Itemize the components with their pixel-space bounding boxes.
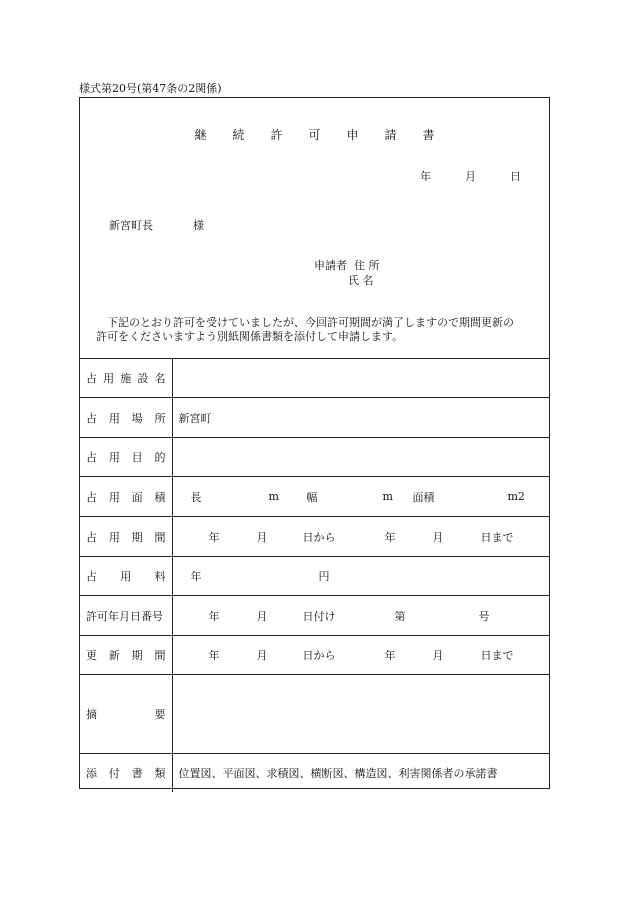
area-total-unit: m2 bbox=[507, 490, 525, 503]
period-start-year: 年 bbox=[208, 530, 220, 544]
title-char: 書 bbox=[422, 128, 435, 142]
form-number-label: 様式第20号(第47条の2関係) bbox=[79, 82, 222, 95]
title-char: 続 bbox=[232, 128, 245, 142]
row-label-area: 占 用 面 積 bbox=[80, 477, 172, 517]
row-value-remarks bbox=[172, 675, 549, 754]
renewal-start-year: 年 bbox=[208, 649, 220, 662]
renewal-start-month: 月 bbox=[256, 649, 268, 662]
table-row bbox=[80, 359, 549, 398]
row-value-purpose bbox=[172, 438, 549, 477]
row-value-fee bbox=[172, 557, 549, 596]
area-width-label: 幅 bbox=[306, 490, 318, 504]
table-row bbox=[80, 438, 549, 477]
title-char: 請 bbox=[384, 128, 397, 142]
row-value-area bbox=[172, 477, 549, 517]
application-form-frame bbox=[79, 97, 550, 789]
date-day: 日 bbox=[510, 170, 521, 183]
table-row bbox=[80, 477, 549, 517]
renewal-start-day: 日から bbox=[302, 649, 336, 662]
table-row bbox=[80, 517, 549, 557]
area-total-label: 面積 bbox=[412, 490, 435, 504]
period-start-day: 日から bbox=[302, 530, 336, 544]
row-label-permit-number: 許可年月日番号 bbox=[80, 596, 172, 636]
table-row bbox=[80, 557, 549, 596]
row-value-permit-number bbox=[172, 596, 549, 636]
statement-line: 下記のとおり許可を受けていましたが、今回許可期間が満了しますので期間更新の bbox=[96, 316, 514, 329]
row-label-location: 占 用 場 所 bbox=[80, 398, 172, 438]
title-char: 可 bbox=[308, 128, 321, 142]
period-end-day: 日まで bbox=[480, 530, 514, 544]
table-row bbox=[80, 596, 549, 636]
table-row bbox=[80, 675, 549, 754]
addressee-name: 新宮町長 bbox=[109, 219, 153, 232]
row-label-remarks: 摘 要 bbox=[80, 675, 172, 754]
permit-number-suffix: 号 bbox=[478, 609, 490, 623]
row-value-location: 新宮町 bbox=[172, 398, 549, 438]
table-row bbox=[80, 636, 549, 675]
row-label-attachments: 添 付 書 類 bbox=[80, 754, 172, 792]
row-label-renewal-period: 更 新 期 間 bbox=[80, 636, 172, 675]
fee-year: 年 bbox=[190, 570, 202, 583]
application-details-table bbox=[80, 358, 549, 792]
period-end-month: 月 bbox=[432, 530, 444, 544]
applicant-name-label: 氏 名 bbox=[348, 274, 374, 287]
applicant-address-label: 住 所 bbox=[354, 259, 380, 272]
date-month: 月 bbox=[465, 170, 476, 183]
renewal-end-month: 月 bbox=[432, 649, 444, 662]
row-value-period bbox=[172, 517, 549, 557]
area-length-unit: m bbox=[268, 490, 279, 503]
area-width-unit: m bbox=[382, 490, 393, 503]
row-value-attachments: 位置図、平面図、求積図、横断図、構造図、利害関係者の承諾書 bbox=[172, 754, 549, 792]
row-label-fee: 占 用 料 bbox=[80, 557, 172, 596]
title-char: 継 bbox=[194, 128, 207, 142]
title-char: 申 bbox=[346, 128, 359, 142]
permit-month: 月 bbox=[256, 609, 268, 623]
title-char: 許 bbox=[270, 128, 283, 142]
addressee bbox=[109, 217, 204, 233]
form-header-section bbox=[80, 98, 549, 359]
area-length-label: 長 bbox=[190, 490, 202, 504]
row-label-facility-name: 占 用 施 設 名 bbox=[80, 359, 172, 398]
date-year: 年 bbox=[420, 170, 431, 183]
form-title bbox=[80, 126, 549, 143]
renewal-end-day: 日まで bbox=[480, 649, 514, 662]
permit-dated: 日付け bbox=[302, 609, 336, 623]
period-end-year: 年 bbox=[384, 530, 396, 544]
request-statement bbox=[96, 316, 541, 344]
fee-yen: 円 bbox=[318, 570, 330, 583]
period-start-month: 月 bbox=[256, 530, 268, 544]
permit-number-prefix: 第 bbox=[394, 609, 406, 623]
applicant-block bbox=[314, 258, 380, 288]
row-label-purpose: 占 用 目 的 bbox=[80, 438, 172, 477]
renewal-end-year: 年 bbox=[384, 649, 396, 662]
row-value-facility-name bbox=[172, 359, 549, 398]
addressee-honorific: 様 bbox=[193, 219, 204, 232]
table-row bbox=[80, 754, 549, 792]
applicant-label: 申請者 bbox=[314, 259, 347, 272]
permit-year: 年 bbox=[208, 609, 220, 623]
statement-line: 許可をくださいますよう別紙関係書類を添付して申請します。 bbox=[96, 330, 404, 343]
row-label-period: 占 用 期 間 bbox=[80, 517, 172, 557]
row-value-renewal-period bbox=[172, 636, 549, 675]
application-date bbox=[416, 168, 521, 184]
table-row bbox=[80, 398, 549, 438]
